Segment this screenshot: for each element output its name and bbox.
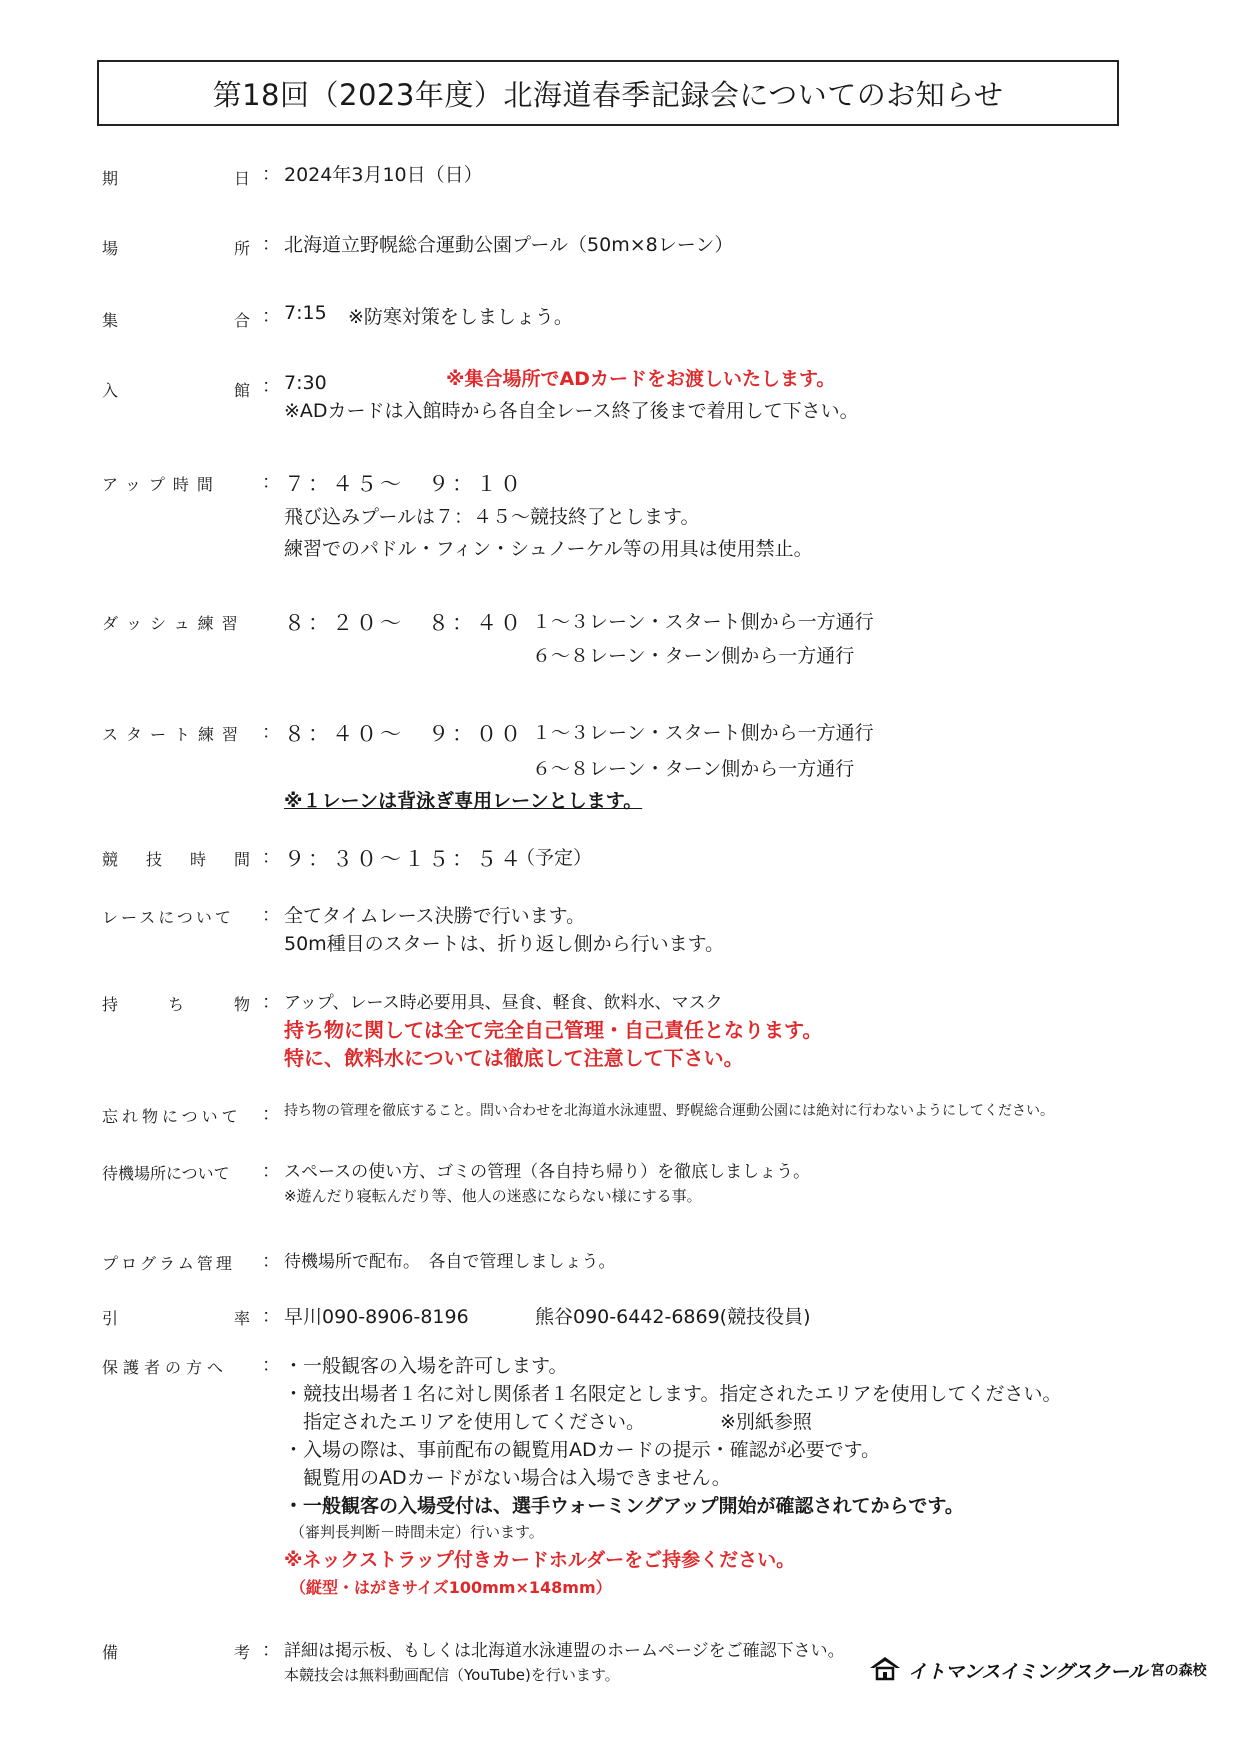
colon: ： (262, 1251, 280, 1272)
colon: ： (262, 847, 280, 868)
entry-note: ※ADカードは入館時から各自全レース終了後まで着用して下さい。 (284, 400, 859, 422)
remarks-line1: 詳細は掲示板、もしくは北海道水泳連盟のホームページをご確認下さい。 (284, 1641, 845, 1661)
start-label: スタート練習 (102, 725, 247, 744)
colon: ： (262, 164, 280, 185)
waiting-line1: スペースの使い方、ゴミの管理（各自持ち帰り）を徹底しましょう。 (284, 1162, 811, 1182)
colon: ： (262, 1306, 280, 1327)
page-title: 第18回（2023年度）北海道春季記録会についてのお知らせ (97, 60, 1119, 126)
assembly-note: ※防寒対策をしましょう。 (348, 306, 573, 328)
dash-time: ８：２０～ ８：４０ (284, 611, 524, 635)
colon: ： (262, 306, 280, 327)
race-line2: 50m種目のスタートは、折り返し側から行います。 (284, 933, 725, 955)
house-icon (868, 1655, 902, 1685)
place-value: 北海道立野幌総合運動公園プール（50m×8レーン） (284, 234, 734, 256)
start-line1: １～３レーン・スタート側から一方通行 (532, 722, 874, 744)
guardians-l3: 指定されたエリアを使用してください。 (303, 1411, 646, 1433)
colon: ： (262, 1161, 280, 1182)
leader-label: 引 率 (102, 1309, 250, 1328)
lost-line1: 持ち物の管理を徹底すること。問い合わせを北海道水泳連盟、野幌総合運動公園には絶対に行わないようにしてください。 (284, 1103, 1054, 1119)
logo-name: イトマンスイミングスクール (908, 1660, 1147, 1683)
competition-label: 競 技 時 間 (102, 850, 250, 869)
remarks-label: 備 考 (102, 1643, 250, 1662)
colon: ： (262, 905, 280, 926)
logo-branch: 宮の森校 (1150, 1663, 1207, 1679)
colon: ： (262, 992, 280, 1013)
competition-time: ９：３０～１５：５４ (284, 847, 524, 871)
leader-contact1: 早川090-8906-8196 (284, 1306, 469, 1328)
dash-line1: １～３レーン・スタート側から一方通行 (532, 611, 874, 633)
warmup-time: ７：４５～ ９：１０ (284, 472, 524, 496)
colon: ： (262, 722, 280, 743)
program-line1: 待機場所で配布。 各自で管理しましょう。 (284, 1252, 616, 1272)
colon: ： (262, 376, 280, 397)
remarks-line2: 本競技会は無料動画配信（YouTube)を行います。 (284, 1666, 620, 1684)
start-line2: ６～８レーン・ターン側から一方通行 (532, 758, 855, 780)
place-label: 場 所 (102, 239, 250, 258)
date-value: 2024年3月10日（日） (284, 164, 483, 186)
assembly-label: 集 合 (102, 311, 250, 330)
warmup-label: アップ時間 (102, 475, 221, 494)
colon: ： (262, 1355, 280, 1376)
entry-red-note: ※集合場所でADカードをお渡しいたします。 (446, 368, 836, 390)
program-label: プログラム管理 (102, 1254, 235, 1273)
warmup-line2: 練習でのパドル・フィン・シュノーケル等の用具は使用禁止。 (284, 538, 813, 560)
entry-time: 7:30 (284, 372, 327, 394)
colon: ： (262, 234, 280, 255)
assembly-time: 7:15 (284, 302, 327, 324)
colon: ： (262, 1104, 280, 1125)
colon: ： (262, 1640, 280, 1661)
competition-note: （予定） (516, 847, 593, 869)
start-time: ８：４０～ ９：００ (284, 722, 524, 746)
guardians-label: 保護者の方へ (102, 1358, 229, 1377)
waiting-line2: ※遊んだり寝転んだり等、他人の迷惑にならない様にする事。 (284, 1187, 702, 1205)
school-logo (868, 1655, 1207, 1685)
dash-label: ダッシュ練習 (102, 614, 246, 633)
race-label: レースについて (102, 908, 234, 927)
guardians-l6: ・一般観客の入場受付は、選手ウォーミングアップ開始が確認されてからです。 (284, 1495, 964, 1517)
lost-label: 忘れ物について (102, 1107, 242, 1126)
waiting-label: 待機場所について (102, 1164, 230, 1183)
belongings-red1: 持ち物に関しては全て完全自己管理・自己責任となります。 (284, 1018, 823, 1042)
belongings-red2: 特に、飲料水については徹底して注意して下さい。 (284, 1046, 744, 1070)
belongings-line1: アップ、レース時必要用具、昼食、軽食、飲料水、マスク (284, 993, 723, 1013)
guardians-l5: 観覧用のADカードがない場合は入場できません。 (303, 1467, 731, 1489)
guardians-l8: ※ネックストラップ付きカードホルダーをご持参ください。 (284, 1549, 796, 1571)
guardians-l1: ・一般観客の入場を許可します。 (284, 1355, 568, 1377)
guardians-l4: ・入場の際は、事前配布の観覧用ADカードの提示・確認が必要です。 (284, 1439, 881, 1461)
colon: ： (262, 472, 280, 493)
guardians-l9: （縦型・はがきサイズ100mm×148mm） (290, 1578, 612, 1597)
date-label: 期 日 (102, 169, 250, 188)
guardians-l3b: ※別紙参照 (720, 1411, 812, 1433)
race-line1: 全てタイムレース決勝で行います。 (284, 905, 586, 927)
start-note: ※１レーンは背泳ぎ専用レーンとします。 (284, 790, 643, 812)
entry-label: 入 館 (102, 381, 250, 400)
belongings-label: 持 ち 物 (102, 995, 250, 1014)
guardians-l2: ・競技出場者１名に対し関係者１名限定とします。指定されたエリアを使用してください。 (284, 1383, 1062, 1405)
guardians-l7: （審判長判断－時間未定）行います。 (290, 1523, 544, 1541)
dash-line2: ６～８レーン・ターン側から一方通行 (532, 645, 855, 667)
leader-contact2: 熊谷090-6442-6869(競技役員) (535, 1306, 811, 1328)
warmup-line1: 飛び込みプールは７：４５～競技終了とします。 (284, 506, 700, 528)
